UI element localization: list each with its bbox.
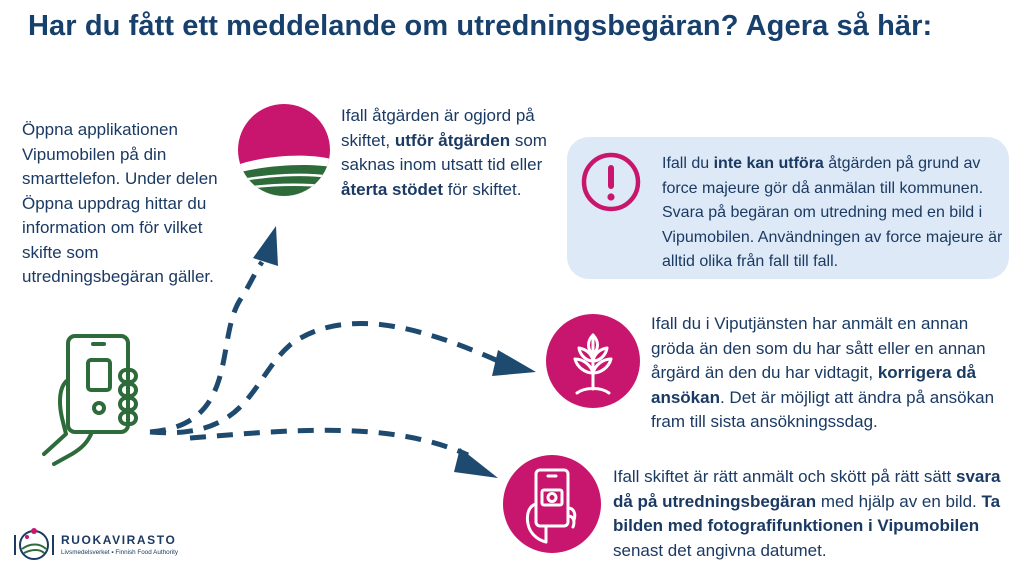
step3-bold1: korrigera då ansökan: [651, 363, 977, 407]
step4-part1: Ifall skiftet är rätt anmält och skött på rätt sätt: [613, 467, 956, 486]
step2-bold1: inte kan utföra: [713, 155, 824, 172]
step3-part1: Ifall du i Viputjänsten har anmält en annan gröda än den som du har sått eller en annan årgärd än den du har vidtagit,: [651, 314, 986, 382]
arrowhead-step4: [454, 448, 498, 478]
intro-text: Öppna applikationen Vipumobilen på din smarttelefon. Under delen Öppna uppdrag hittar du information om för vilket skifte som utredningsbegäran gäller.: [22, 120, 218, 286]
plant-sprout-icon: [545, 313, 641, 409]
step1-part3: för skiftet.: [443, 179, 522, 199]
step2-part1: Ifall du: [662, 155, 714, 172]
step1-bold1: utför åtgärden: [394, 130, 511, 150]
step3-text: [651, 312, 1011, 435]
field-landscape-icon: [237, 103, 331, 197]
ruokavirasto-logo-icon: [10, 525, 58, 561]
exclamation-icon: [580, 151, 642, 213]
step2-text: [662, 152, 1004, 275]
step1-part2: som saknas inom utsatt tid eller: [341, 130, 547, 174]
arrowhead-step3: [492, 350, 536, 376]
step4-bold1: svara då på utredningsbegäran: [613, 467, 1001, 511]
camera-phone-icon: [502, 454, 602, 554]
arrow-path-to-step3: [150, 323, 505, 432]
step1-bold2: återta stödet: [341, 179, 444, 199]
logo-name: RUOKAVIRASTO: [61, 533, 177, 547]
step1-text: [341, 104, 556, 202]
phone-in-hand-icon: [38, 330, 148, 470]
step4-text: [613, 465, 1013, 563]
step1-part1: Ifall åtgärden är ogjord på skiftet,: [341, 106, 535, 150]
arrow-path-to-step4: [190, 430, 468, 455]
step4-part3: senast det angivna datumet.: [613, 540, 827, 560]
logo-subtitle: Livsmedelsverket ▪ Finnish Food Authority: [61, 549, 179, 556]
step4-part2: med hjälp av en bild.: [816, 491, 982, 511]
arrowhead-step1: [253, 226, 278, 266]
step3-part2: . Det är möjligt att ändra på ansökan fram till sista ansökningssdag.: [651, 387, 995, 431]
page-title: Har du fått ett meddelande om utredningsbegäran? Agera så här:: [28, 10, 933, 42]
step2-part2: åtgärden på grund av force majeure gör då anmälan till kommunen. Svara på begäran om utredning med en bild i Vipumobilen. Användningen av force majeure är alltid olika från fall till fall.: [662, 155, 1003, 270]
step4-bold2: Ta bilden med fotografifunktionen i Vipumobilen: [613, 491, 1001, 535]
